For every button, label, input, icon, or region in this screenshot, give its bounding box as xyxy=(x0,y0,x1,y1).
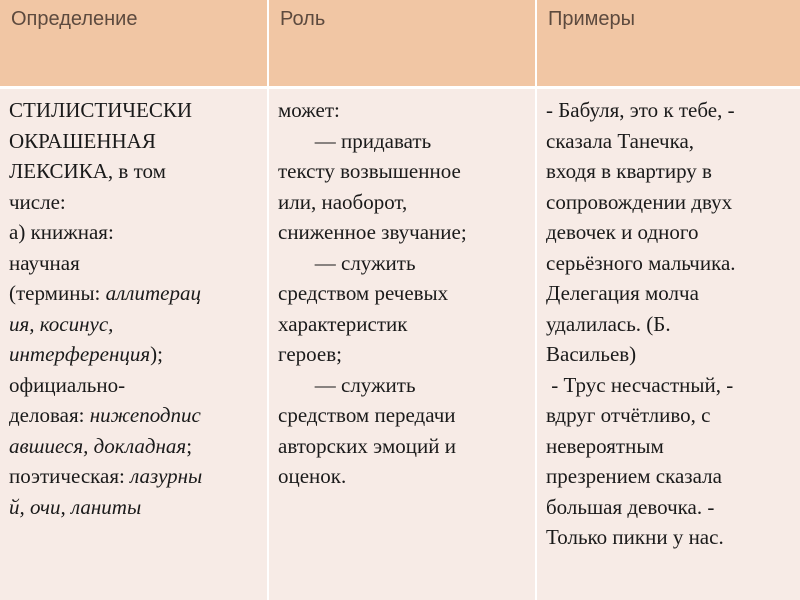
definition-fragment: научная xyxy=(9,250,80,275)
definition-fragment: а) книжная: xyxy=(9,220,114,244)
definition-line xyxy=(9,461,263,492)
definition-line xyxy=(9,431,263,462)
definition-line xyxy=(9,400,263,431)
examples-text xyxy=(537,89,800,553)
example-line: - Бабуля, это к тебе, - xyxy=(546,98,735,122)
definition-fragment: ; xyxy=(186,433,193,458)
role-line: средством речевых xyxy=(278,281,449,305)
example-line: Васильев) xyxy=(546,342,637,366)
definition-fragment: (термины: xyxy=(9,281,106,305)
header-cell-definition xyxy=(0,0,268,88)
examples-cell xyxy=(536,88,800,600)
definition-line xyxy=(9,278,263,309)
example-term: аллитерац xyxy=(105,281,201,305)
definition-line xyxy=(9,309,263,340)
definition-line xyxy=(9,248,263,279)
example-line: Только пикни у нас. xyxy=(546,525,724,549)
role-line: — служить xyxy=(278,250,416,275)
example-line: Делегация молча xyxy=(546,281,699,305)
role-line: средством передачи xyxy=(278,403,456,427)
header-cell-examples xyxy=(536,0,800,88)
definition-line xyxy=(9,156,263,187)
example-line: сопровождении двух xyxy=(546,189,733,214)
definition-fragment: ОКРАШЕННАЯ xyxy=(9,128,156,153)
role-line: авторских эмоций и xyxy=(278,433,456,458)
definition-line xyxy=(9,492,263,523)
role-line: героев; xyxy=(278,342,342,366)
header-row xyxy=(0,0,800,88)
header-examples: Примеры xyxy=(548,8,636,30)
definition-fragment: деловая: xyxy=(9,403,90,427)
example-term: ия, косинус, xyxy=(9,311,114,336)
role-line: или, наоборот, xyxy=(278,189,408,214)
role-line: может: xyxy=(278,98,340,122)
definition-fragment: поэтическая: xyxy=(9,464,131,488)
header-role: Роль xyxy=(280,8,326,30)
role-line: сниженное звучание; xyxy=(278,220,467,244)
definition-line xyxy=(9,95,263,126)
example-line: презрением сказала xyxy=(546,464,722,488)
role-line: тексту возвышенное xyxy=(278,159,461,183)
definition-line xyxy=(9,126,263,157)
role-cell xyxy=(268,88,536,600)
example-line: сказала Танечка, xyxy=(546,128,695,153)
definition-line xyxy=(9,217,263,248)
definition-fragment: ); xyxy=(150,342,163,366)
definition-cell xyxy=(0,88,268,600)
example-term: интерференция xyxy=(9,342,151,366)
body-row xyxy=(0,88,800,600)
example-line: входя в квартиру в xyxy=(546,159,712,183)
definition-fragment: официально- xyxy=(9,372,126,397)
example-line: вдруг отчётливо, с xyxy=(546,403,711,427)
definition-fragment: числе: xyxy=(9,189,66,214)
example-term: лазурны xyxy=(130,464,203,488)
example-line: серьёзного мальчика. xyxy=(546,250,736,275)
example-line: удалилась. (Б. xyxy=(546,311,671,336)
example-term: нижеподпис xyxy=(89,403,201,427)
header-definition: Определение xyxy=(11,8,138,30)
example-line: - Трус несчастный, - xyxy=(546,372,734,397)
example-term: й, очи, ланиты xyxy=(9,494,142,519)
definition-fragment: СТИЛИСТИЧЕСКИ xyxy=(9,98,193,122)
example-line: девочек и одного xyxy=(546,220,699,244)
definition-fragment: ЛЕКСИКА, в том xyxy=(9,159,166,183)
role-line: — служить xyxy=(278,372,416,397)
role-line: характеристик xyxy=(278,311,408,336)
definition-text xyxy=(0,89,267,522)
role-text xyxy=(269,89,535,492)
definition-line xyxy=(9,339,263,370)
role-line: оценок. xyxy=(278,464,347,488)
role-line: — придавать xyxy=(278,128,432,153)
example-line: большая девочка. - xyxy=(546,494,715,519)
header-cell-role xyxy=(268,0,536,88)
definition-line xyxy=(9,187,263,218)
example-term: авшиеся, докладная xyxy=(9,433,187,458)
example-line: невероятным xyxy=(546,433,664,458)
definition-line xyxy=(9,370,263,401)
